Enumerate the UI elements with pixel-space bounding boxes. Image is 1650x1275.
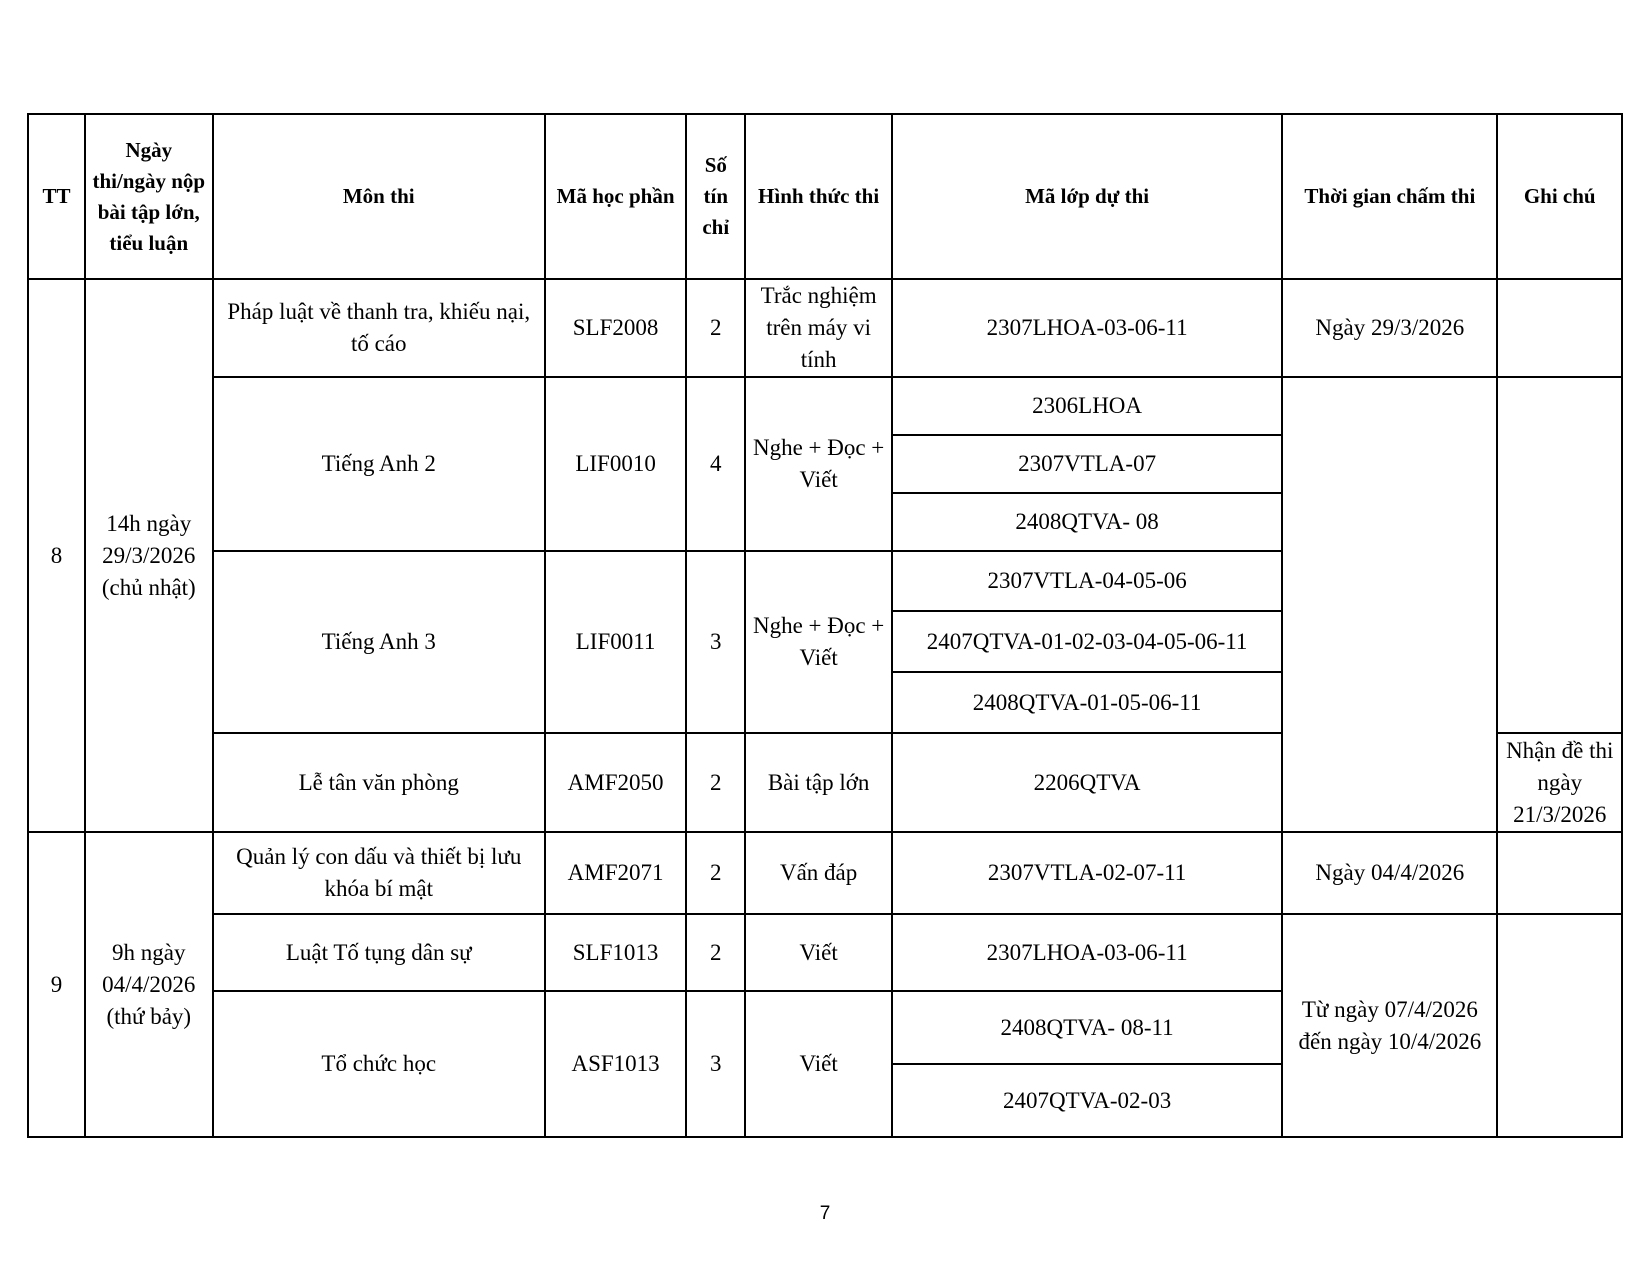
class-cell: 2407QTVA-02-03 (892, 1064, 1282, 1137)
class-cell: 2307LHOA-03-06-11 (892, 914, 1282, 991)
credits-cell: 2 (686, 914, 745, 991)
subject-cell: Tiếng Anh 3 (213, 551, 545, 733)
grading-cell: Ngày 04/4/2026 (1282, 832, 1497, 914)
subject-cell: Luật Tố tụng dân sự (213, 914, 545, 991)
class-cell: 2407QTVA-01-02-03-04-05-06-11 (892, 611, 1282, 672)
form-cell: Nghe + Đọc + Viết (745, 377, 892, 551)
class-cell: 2307VTLA-07 (892, 435, 1282, 493)
group-tt: 9 (28, 832, 85, 1137)
code-cell: LIF0011 (545, 551, 686, 733)
class-cell: 2307VTLA-02-07-11 (892, 832, 1282, 914)
group-date: 14h ngày 29/3/2026 (chủ nhật) (85, 279, 213, 832)
credits-cell: 3 (686, 991, 745, 1137)
header-form: Hình thức thi (745, 114, 892, 279)
note-cell (1497, 832, 1622, 914)
header-credits: Số tín chỉ (686, 114, 745, 279)
header-row (28, 114, 1622, 279)
form-cell: Viết (745, 914, 892, 991)
class-cell: 2408QTVA- 08 (892, 493, 1282, 551)
subject-cell: Tiếng Anh 2 (213, 377, 545, 551)
code-cell: SLF2008 (545, 279, 686, 377)
class-cell: 2307LHOA-03-06-11 (892, 279, 1282, 377)
class-cell: 2408QTVA- 08-11 (892, 991, 1282, 1064)
form-cell: Vấn đáp (745, 832, 892, 914)
form-cell: Viết (745, 991, 892, 1137)
table-row (28, 377, 1622, 435)
code-cell: LIF0010 (545, 377, 686, 551)
subject-cell: Lễ tân văn phòng (213, 733, 545, 832)
group-date: 9h ngày 04/4/2026 (thứ bảy) (85, 832, 213, 1137)
credits-cell: 2 (686, 832, 745, 914)
table-row (28, 914, 1622, 991)
code-cell: AMF2071 (545, 832, 686, 914)
class-cell: 2206QTVA (892, 733, 1282, 832)
table-row (28, 832, 1622, 914)
group-tt: 8 (28, 279, 85, 832)
note-cell (1497, 377, 1622, 733)
code-cell: SLF1013 (545, 914, 686, 991)
header-tt: TT (28, 114, 85, 279)
form-cell: Nghe + Đọc + Viết (745, 551, 892, 733)
form-cell: Trắc nghiệm trên máy vi tính (745, 279, 892, 377)
header-date: Ngày thi/ngày nộp bài tập lớn, tiểu luận (85, 114, 213, 279)
credits-cell: 2 (686, 733, 745, 832)
header-grading: Thời gian chấm thi (1282, 114, 1497, 279)
note-cell: Nhận đề thi ngày 21/3/2026 (1497, 733, 1622, 832)
class-cell: 2408QTVA-01-05-06-11 (892, 672, 1282, 733)
credits-cell: 4 (686, 377, 745, 551)
header-note: Ghi chú (1497, 114, 1622, 279)
credits-cell: 2 (686, 279, 745, 377)
header-subject: Môn thi (213, 114, 545, 279)
subject-cell: Tổ chức học (213, 991, 545, 1137)
credits-cell: 3 (686, 551, 745, 733)
grading-cell: Ngày 29/3/2026 (1282, 279, 1497, 377)
note-cell (1497, 914, 1622, 1137)
note-cell (1497, 279, 1622, 377)
class-cell: 2307VTLA-04-05-06 (892, 551, 1282, 611)
header-class: Mã lớp dự thi (892, 114, 1282, 279)
header-code: Mã học phần (545, 114, 686, 279)
table-row (28, 279, 1622, 377)
class-cell: 2306LHOA (892, 377, 1282, 435)
subject-cell: Quản lý con dấu và thiết bị lưu khóa bí mật (213, 832, 545, 914)
form-cell: Bài tập lớn (745, 733, 892, 832)
grading-cell: Từ ngày 07/4/2026 đến ngày 10/4/2026 (1282, 914, 1497, 1137)
subject-cell: Pháp luật về thanh tra, khiếu nại, tố cáo (213, 279, 545, 377)
exam-schedule-table (27, 113, 1623, 1138)
page-number: 7 (819, 1203, 831, 1224)
code-cell: AMF2050 (545, 733, 686, 832)
grading-cell (1282, 377, 1497, 832)
code-cell: ASF1013 (545, 991, 686, 1137)
